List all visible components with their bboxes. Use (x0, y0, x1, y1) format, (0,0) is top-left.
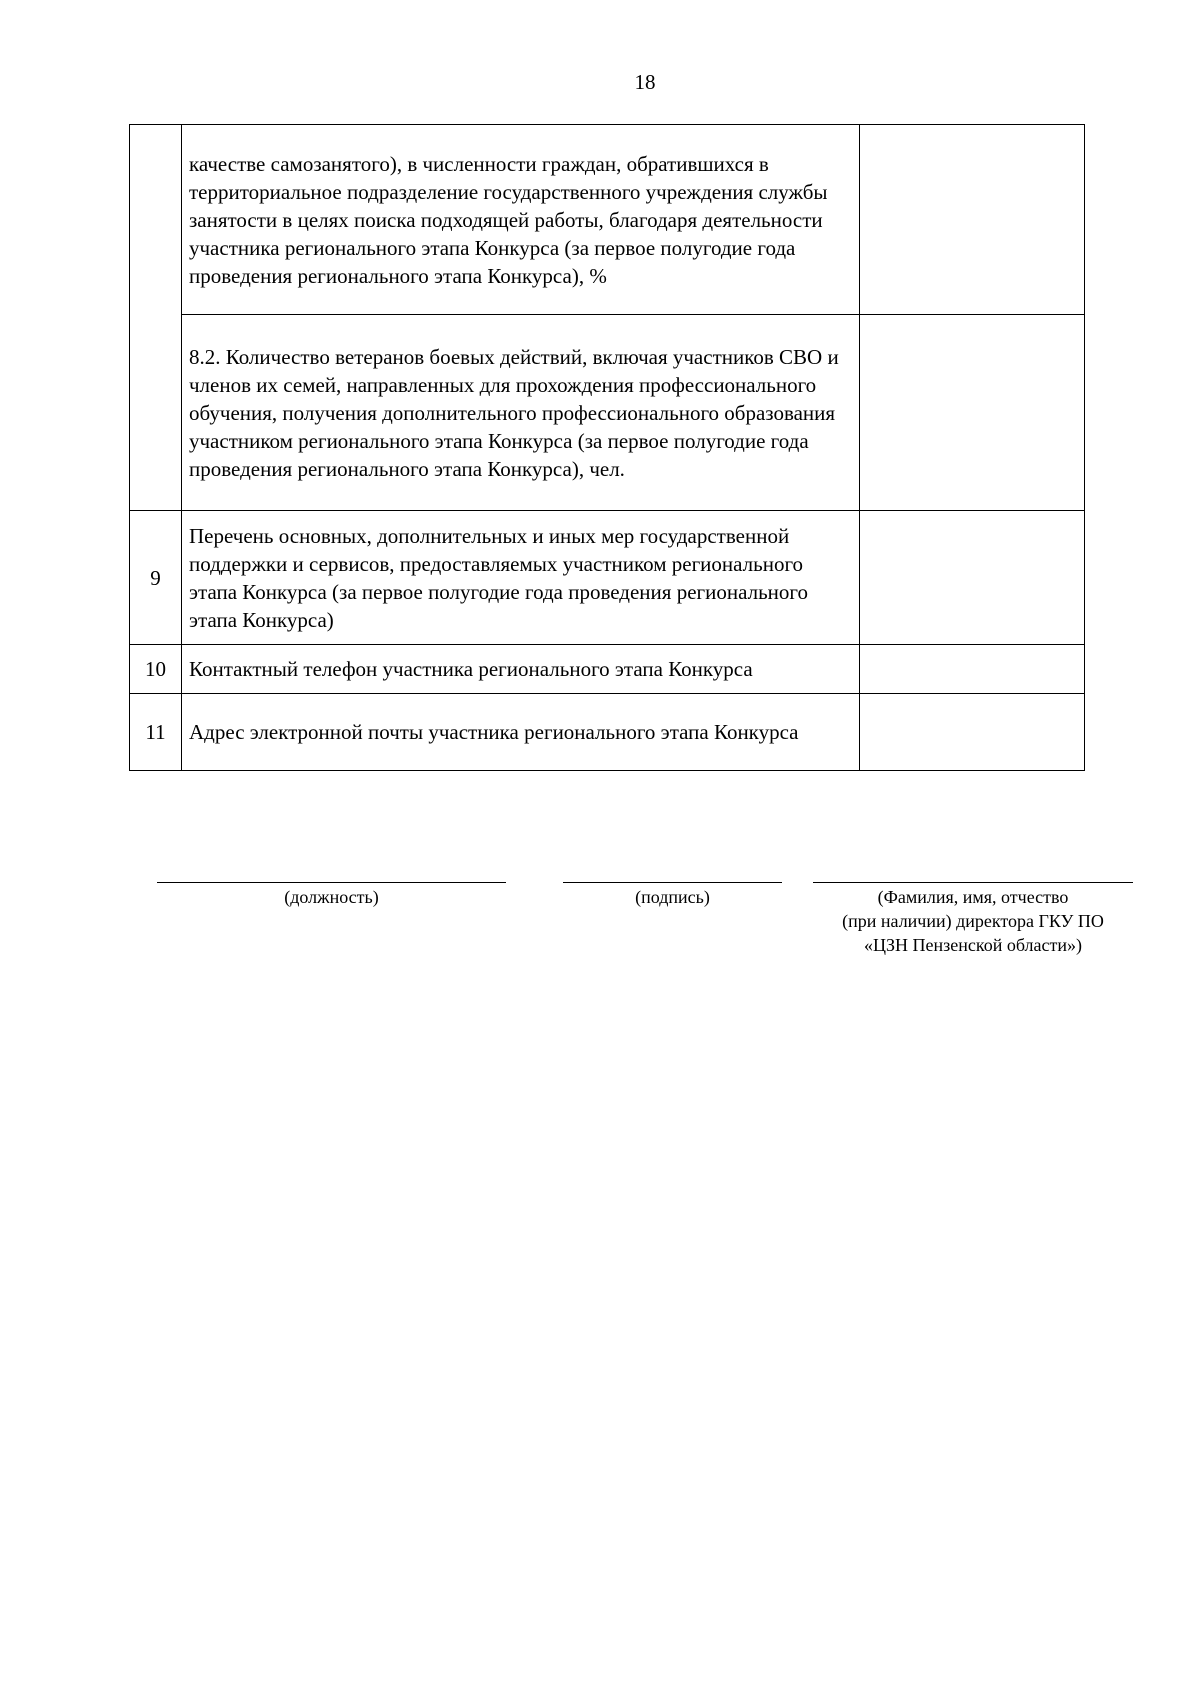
table-row (130, 125, 1085, 315)
row-value-cell (860, 511, 1085, 645)
full-name-field (813, 882, 1133, 957)
row-text-cell (182, 645, 860, 694)
row-text: Перечень основных, дополнительных и иных мер государственной поддержки и сервисов, предоставляемых участником регионального этапа Конкурса (за первое полугодие года проведения регионального этапа Конкурса) (189, 523, 808, 632)
table-row (130, 511, 1085, 645)
row-text-cell (182, 511, 860, 645)
signature-section (0, 882, 1200, 1002)
row-value-cell (860, 645, 1085, 694)
full-name-label-line: «ЦЗН Пензенской области») (864, 935, 1082, 955)
row-text-cell (182, 125, 860, 315)
page-number: 18 (634, 70, 656, 94)
row-number-cell (130, 645, 182, 694)
table-row (130, 315, 1085, 511)
row-text: качестве самозанятого), в численности граждан, обратившихся в территориальное подразделение государственного учреждения службы занятости в целях поиска подходящей работы, благодаря деятельности участника регионального этапа Конкурса (за первое полугодие года проведения регионального этапа Конкурса), % (189, 151, 828, 288)
row-number: 10 (145, 657, 166, 681)
row-text-cell (182, 694, 860, 771)
table-row (130, 694, 1085, 771)
signature-field (563, 882, 782, 909)
signature-label: (подпись) (635, 887, 710, 907)
position-signature-field (157, 882, 506, 909)
row-text: Адрес электронной почты участника регионального этапа Конкурса (189, 720, 799, 744)
table-row (130, 645, 1085, 694)
full-name-label-line: (при наличии) директора ГКУ ПО (842, 911, 1104, 931)
row-value-cell (860, 315, 1085, 511)
row-number: 9 (150, 565, 161, 590)
row-number-cell (130, 511, 182, 645)
full-name-label-line: (Фамилия, имя, отчество (877, 887, 1069, 907)
row-value-cell (860, 694, 1085, 771)
position-label: (должность) (284, 887, 379, 907)
row-text: 8.2. Количество ветеранов боевых действий, включая участников СВО и членов их семей, направленных для прохождения профессионального обучения, получения дополнительного профессионального образования участником регионального этапа Конкурса (за первое полугодие года проведения регионального этапа Конкурса), чел. (189, 344, 839, 481)
row-number-cell (130, 125, 182, 511)
row-value-cell (860, 125, 1085, 315)
form-table (129, 124, 1085, 771)
row-number-cell (130, 694, 182, 771)
row-number: 11 (145, 720, 166, 744)
row-text-cell (182, 315, 860, 511)
row-text: Контактный телефон участника регионального этапа Конкурса (189, 657, 753, 681)
